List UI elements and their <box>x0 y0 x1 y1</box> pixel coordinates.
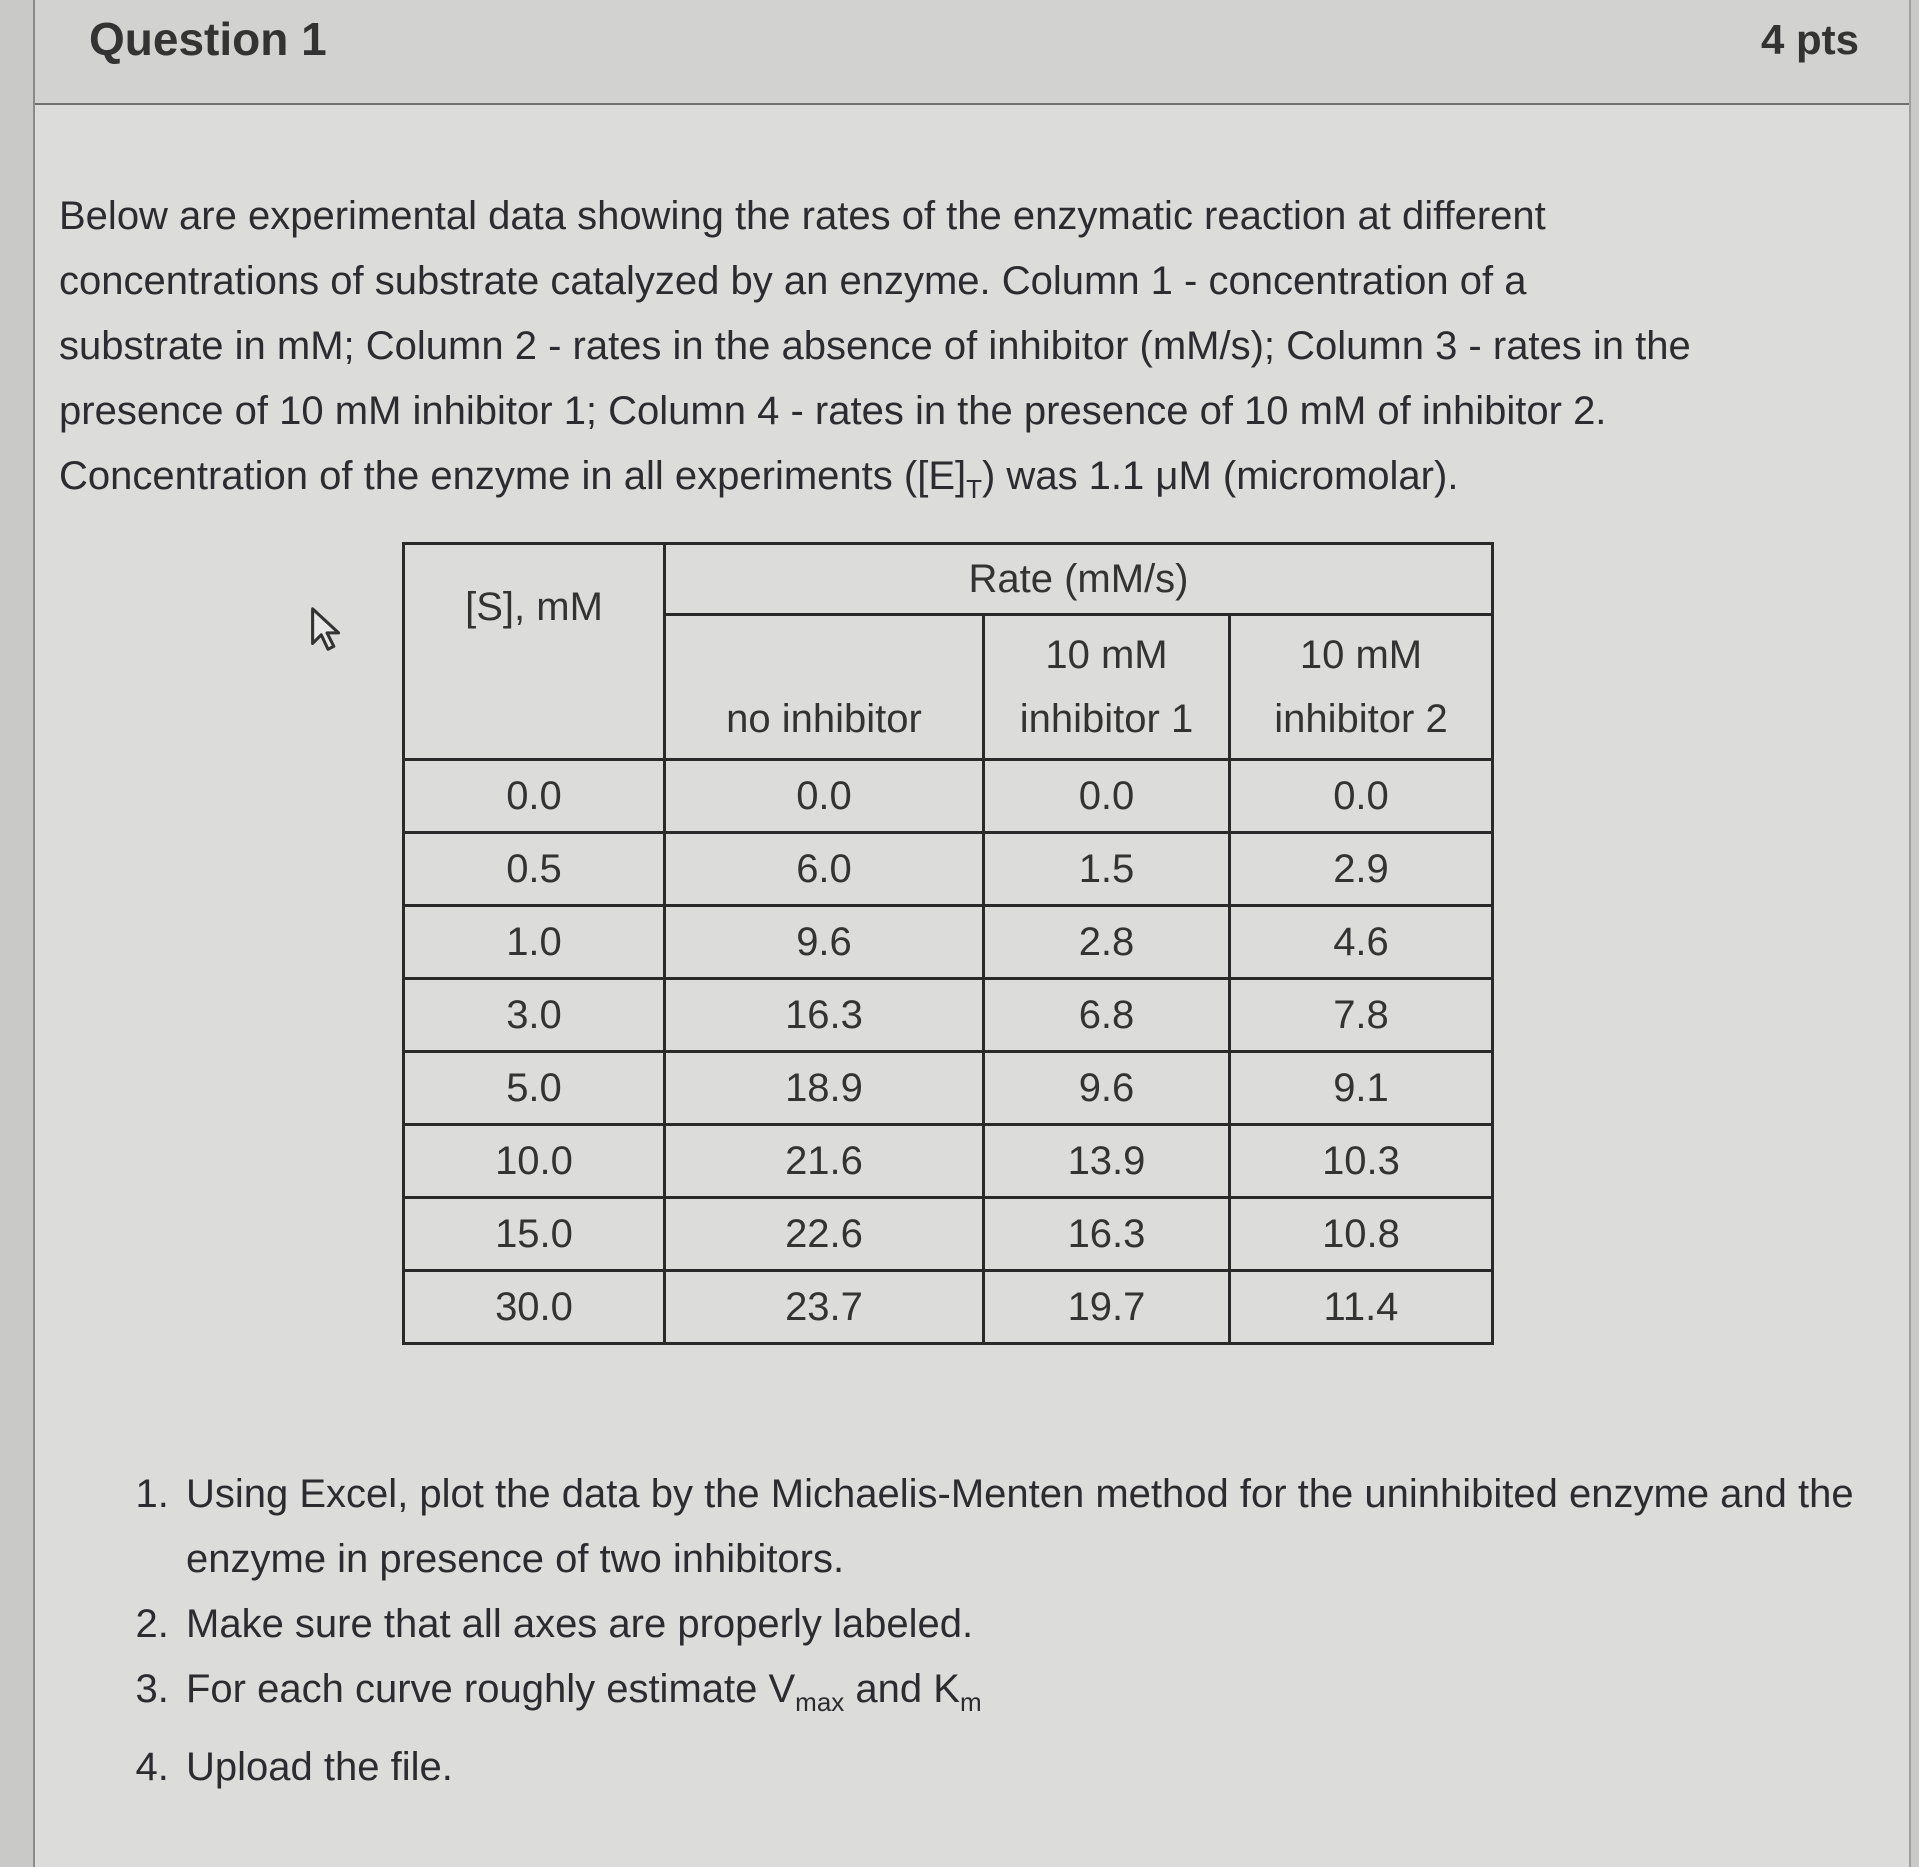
table-cell: 0.5 <box>404 833 665 906</box>
instruction-item: 1. Using Excel, plot the data by the Michaelis-Menten method for the uninhibited enzyme and the enzyme in presence of two inhibitors. <box>180 1462 1880 1592</box>
table-cell: 21.6 <box>665 1125 984 1198</box>
table-row <box>404 1125 1493 1198</box>
table-cell: 0.0 <box>1230 760 1493 833</box>
table-cell: 9.6 <box>984 1052 1230 1125</box>
question-header <box>35 0 1909 105</box>
table-row <box>404 1198 1493 1271</box>
table-cell: 0.0 <box>665 760 984 833</box>
table-cell: 16.3 <box>665 979 984 1052</box>
mouse-cursor-icon <box>308 605 348 655</box>
table-cell: 5.0 <box>404 1052 665 1125</box>
table-cell: 2.9 <box>1230 833 1493 906</box>
table-cell: 23.7 <box>665 1271 984 1344</box>
table-cell: 13.9 <box>984 1125 1230 1198</box>
table-row <box>404 906 1493 979</box>
table-row <box>404 833 1493 906</box>
text: Concentration of the enzyme in all experiments ([E] <box>59 454 967 498</box>
s-header: [S], mM <box>404 544 665 760</box>
question-title: Question 1 <box>89 13 327 65</box>
col-header: 10 mM inhibitor 2 <box>1230 615 1493 760</box>
table-cell: 6.8 <box>984 979 1230 1052</box>
question-text <box>59 184 1849 522</box>
subscript: T <box>966 474 982 504</box>
table-cell: 1.5 <box>984 833 1230 906</box>
table-cell: 9.1 <box>1230 1052 1493 1125</box>
table-row <box>404 979 1493 1052</box>
table-cell: 7.8 <box>1230 979 1493 1052</box>
instructions-list <box>135 1462 1880 1800</box>
table-cell: 19.7 <box>984 1271 1230 1344</box>
col-header: 10 mM inhibitor 1 <box>984 615 1230 760</box>
table-cell: 22.6 <box>665 1198 984 1271</box>
table-cell: 9.6 <box>665 906 984 979</box>
table-cell: 10.0 <box>404 1125 665 1198</box>
table-row <box>404 1052 1493 1125</box>
table-cell: 1.0 <box>404 906 665 979</box>
table-cell: 2.8 <box>984 906 1230 979</box>
intro-line <box>59 444 1849 522</box>
table-cell: 3.0 <box>404 979 665 1052</box>
table-cell: 0.0 <box>404 760 665 833</box>
intro-line: concentrations of substrate catalyzed by an enzyme. Column 1 - concentration of a <box>59 259 1527 303</box>
table-cell: 11.4 <box>1230 1271 1493 1344</box>
rate-data-table <box>402 542 1494 1345</box>
table-row <box>404 1271 1493 1344</box>
table-cell: 30.0 <box>404 1271 665 1344</box>
table-cell: 4.6 <box>1230 906 1493 979</box>
text: ) was 1.1 μM (micromolar). <box>982 454 1459 498</box>
table-cell: 10.3 <box>1230 1125 1493 1198</box>
table-cell: 0.0 <box>984 760 1230 833</box>
instruction-item: 3. For each curve roughly estimate $V_{max}$ and $K_m$ <box>180 1657 1880 1735</box>
table-cell: 18.9 <box>665 1052 984 1125</box>
rate-header: Rate (mM/s) <box>665 544 1493 615</box>
table-cell: 15.0 <box>404 1198 665 1271</box>
intro-line: Below are experimental data showing the rates of the enzymatic reaction at different <box>59 194 1546 238</box>
col-header: no inhibitor <box>665 615 984 760</box>
instruction-item: 2. Make sure that all axes are properly labeled. <box>180 1592 1880 1657</box>
instruction-item: 4. Upload the file. <box>180 1735 1880 1800</box>
intro-line: substrate in mM; Column 2 - rates in the absence of inhibitor (mM/s); Column 3 - rates in the <box>59 324 1691 368</box>
table-cell: 16.3 <box>984 1198 1230 1271</box>
table-cell: 6.0 <box>665 833 984 906</box>
intro-line: presence of 10 mM inhibitor 1; Column 4 - rates in the presence of 10 mM of inhibitor 2. <box>59 389 1607 433</box>
question-points: 4 pts <box>1760 16 1859 63</box>
table-cell: 10.8 <box>1230 1198 1493 1271</box>
table-row <box>404 760 1493 833</box>
